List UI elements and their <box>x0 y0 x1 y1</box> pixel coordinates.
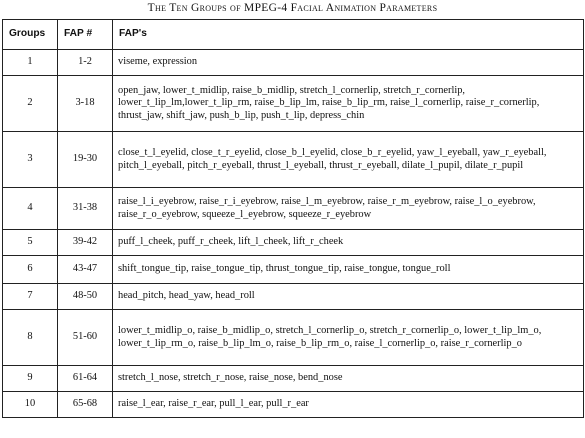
table-row <box>3 76 584 132</box>
group-number-cell: 4 <box>3 188 58 230</box>
fap-range-cell: 31-38 <box>58 188 113 230</box>
column-header-faps: FAP's <box>113 20 584 50</box>
fap-list-cell: open_jaw, lower_t_midlip, raise_b_midlip, stretch_l_cornerlip, stretch_r_cornerlip, lower_t_lip_lm,lower_t_lip_rm, raise_b_lip_lm, raise_b_lip_rm, raise_l_cornerlip, raise_r_cornerlip, thrust_jaw, shift_jaw, push_b_lip, push_t_lip, depress_chin <box>113 76 584 132</box>
table-row <box>3 188 584 230</box>
table-row <box>3 366 584 392</box>
fap-range-cell: 48-50 <box>58 284 113 310</box>
fap-groups-table <box>2 19 584 418</box>
group-number-cell: 5 <box>3 230 58 256</box>
column-header-groups: Groups <box>3 20 58 50</box>
fap-list-cell: lower_t_midlip_o, raise_b_midlip_o, stretch_l_cornerlip_o, stretch_r_cornerlip_o, lower_t_lip_lm_o, lower_t_lip_rm_o, raise_b_lip_lm_o, raise_b_lip_rm_o, raise_l_cornerlip_o, raise_r_cornerlip_o <box>113 310 584 366</box>
table-row <box>3 256 584 284</box>
fap-range-cell: 65-68 <box>58 392 113 418</box>
table-header-row <box>3 20 584 50</box>
group-number-cell: 10 <box>3 392 58 418</box>
fap-list-cell: shift_tongue_tip, raise_tongue_tip, thrust_tongue_tip, raise_tongue, tongue_roll <box>113 256 584 284</box>
group-number-cell: 8 <box>3 310 58 366</box>
fap-range-cell: 1-2 <box>58 50 113 76</box>
table-row <box>3 132 584 188</box>
table-row <box>3 50 584 76</box>
fap-list-cell: raise_l_i_eyebrow, raise_r_i_eyebrow, raise_l_m_eyebrow, raise_r_m_eyebrow, raise_l_o_eyebrow, raise_r_o_eyebrow, squeeze_l_eyebrow, squeeze_r_eyebrow <box>113 188 584 230</box>
group-number-cell: 3 <box>3 132 58 188</box>
fap-list-cell: close_t_l_eyelid, close_t_r_eyelid, close_b_l_eyelid, close_b_r_eyelid, yaw_l_eyeball, yaw_r_eyeball, pitch_l_eyeball, pitch_r_eyeball, thrust_l_eyeball, thrust_r_eyeball, dilate_l_pupil, dilate_r_pupil <box>113 132 584 188</box>
fap-range-cell: 51-60 <box>58 310 113 366</box>
fap-list-cell: head_pitch, head_yaw, head_roll <box>113 284 584 310</box>
fap-list-cell: viseme, expression <box>113 50 584 76</box>
group-number-cell: 2 <box>3 76 58 132</box>
group-number-cell: 6 <box>3 256 58 284</box>
table-row <box>3 310 584 366</box>
fap-list-cell: raise_l_ear, raise_r_ear, pull_l_ear, pull_r_ear <box>113 392 584 418</box>
group-number-cell: 1 <box>3 50 58 76</box>
fap-range-cell: 3-18 <box>58 76 113 132</box>
table-title: The Ten Groups of MPEG-4 Facial Animation Parameters <box>147 2 438 14</box>
fap-range-cell: 19-30 <box>58 132 113 188</box>
table-row <box>3 392 584 418</box>
table-row <box>3 284 584 310</box>
fap-range-cell: 39-42 <box>58 230 113 256</box>
table-row <box>3 230 584 256</box>
fap-range-cell: 61-64 <box>58 366 113 392</box>
fap-range-cell: 43-47 <box>58 256 113 284</box>
fap-list-cell: puff_l_cheek, puff_r_cheek, lift_l_cheek, lift_r_cheek <box>113 230 584 256</box>
group-number-cell: 9 <box>3 366 58 392</box>
fap-list-cell: stretch_l_nose, stretch_r_nose, raise_nose, bend_nose <box>113 366 584 392</box>
column-header-fap-number: FAP # <box>58 20 113 50</box>
group-number-cell: 7 <box>3 284 58 310</box>
